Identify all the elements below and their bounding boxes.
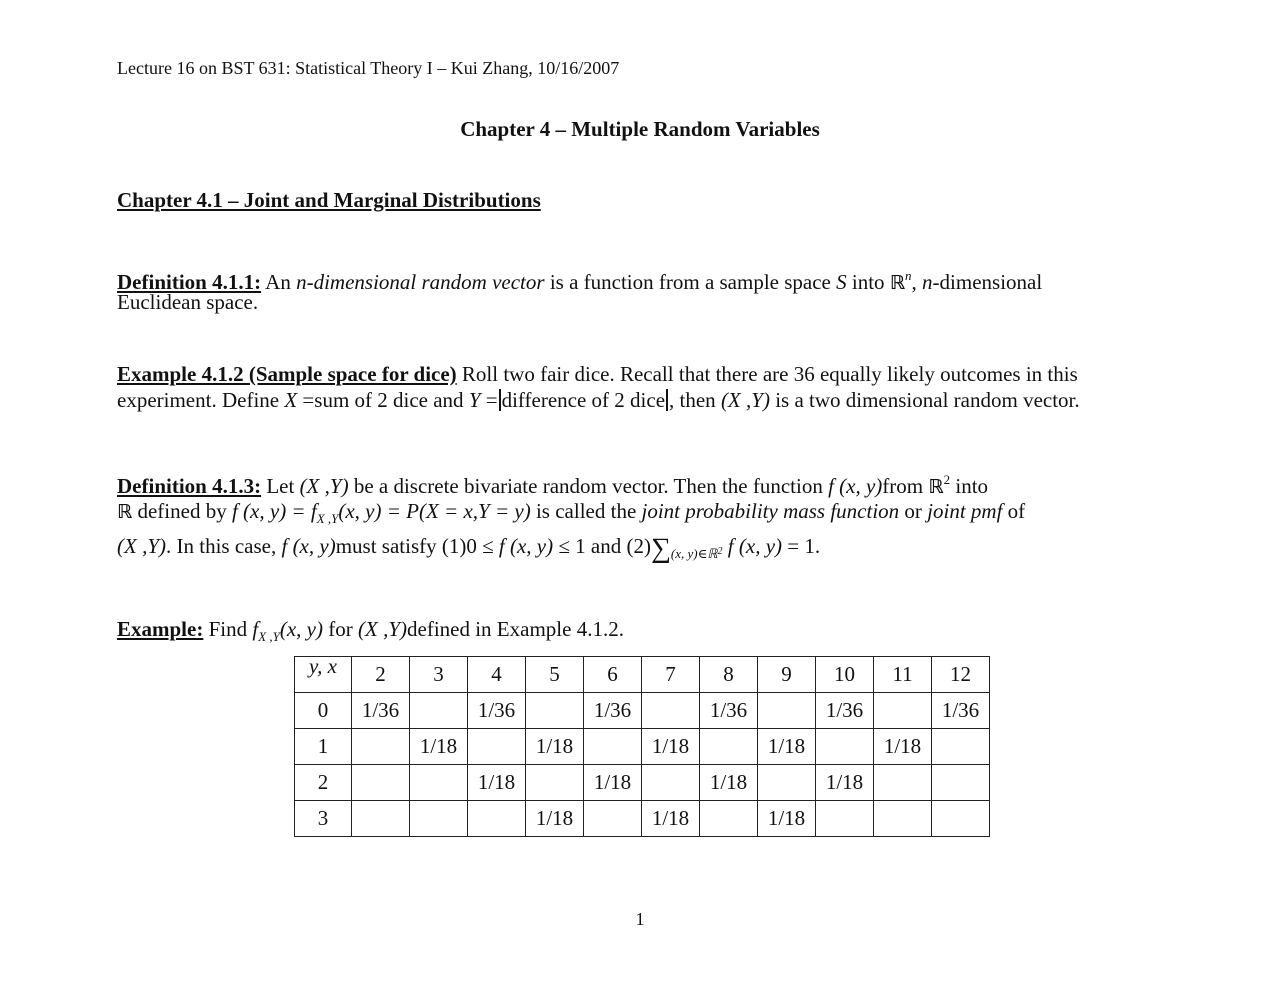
example-4-1-2-line2 (117, 387, 1080, 413)
table-cell: 1/18 (874, 729, 932, 765)
definition-label: Definition 4.1.1: (117, 270, 262, 294)
math-args: (x, y) (279, 617, 323, 641)
example-find (117, 616, 624, 650)
table-cell: 1/18 (642, 801, 700, 837)
text: , then (669, 388, 721, 412)
column-header: 2 (352, 657, 410, 693)
math-x: X (284, 388, 298, 412)
table-cell (468, 729, 526, 765)
row-header: 2 (295, 765, 352, 801)
reals-symbol: ℝ (928, 476, 944, 498)
table-cell: 1/36 (700, 693, 758, 729)
example-label: Example: (117, 617, 204, 641)
table-cell (932, 801, 990, 837)
text: is called the (530, 499, 642, 523)
math-expression: (x, y) = P(X = x,Y = y) (338, 499, 531, 523)
text: into (846, 270, 890, 294)
table-cell (700, 801, 758, 837)
term: joint pmf (927, 499, 1003, 523)
table-corner-cell (295, 654, 352, 693)
text: must satisfy (1)0 ≤ (335, 534, 499, 558)
table-cell (874, 693, 932, 729)
table-cell: 1/36 (584, 693, 642, 729)
table-cell (874, 765, 932, 801)
text: or (899, 499, 928, 523)
text: experiment. Define (117, 388, 285, 412)
chapter-title: Chapter 4 – Multiple Random Variables (460, 117, 820, 141)
column-header: 6 (584, 657, 642, 693)
reals-symbol: ℝ (889, 272, 906, 294)
joint-pmf-table (294, 656, 990, 837)
table-cell (874, 801, 932, 837)
math-fxy: f (x, y) (828, 474, 883, 498)
math-fxy: f (x, y) (498, 534, 554, 558)
table-cell: 1/36 (352, 693, 410, 729)
table-cell (410, 693, 468, 729)
table-cell (526, 693, 584, 729)
row-header: 3 (295, 801, 352, 837)
math-xy: (X ,Y) (117, 534, 166, 558)
subscript: X ,Y (258, 629, 280, 644)
row-header: 0 (295, 693, 352, 729)
table-cell (352, 729, 410, 765)
page-number: 1 (635, 909, 645, 929)
table-cell: 1/18 (410, 729, 468, 765)
text: is a function from a sample space (544, 270, 837, 294)
math-xy: (X ,Y) (358, 617, 407, 641)
text: defined in Example 4.1.2. (407, 617, 624, 641)
table-cell (758, 693, 816, 729)
table-cell: 1/18 (584, 765, 642, 801)
column-header: 11 (874, 657, 932, 693)
superscript: n (905, 268, 912, 283)
table-cell: 1/18 (758, 801, 816, 837)
table-cell (932, 765, 990, 801)
table-cell: 1/18 (642, 729, 700, 765)
math-xy: (X ,Y) (299, 474, 349, 498)
definition-4-1-1-line2: Euclidean space. (117, 290, 259, 314)
table-cell (468, 801, 526, 837)
math-fxy: f (x, y) (281, 534, 336, 558)
column-header: 10 (816, 657, 874, 693)
text: defined by (132, 499, 232, 523)
math-n: n (922, 270, 933, 294)
text: -dimensional (932, 270, 1043, 294)
table-row (295, 801, 990, 837)
definition-4-1-3-line2 (117, 498, 1025, 532)
text: =sum of 2 dice and (297, 388, 469, 412)
table-cell (642, 765, 700, 801)
table-cell: 1/18 (758, 729, 816, 765)
math-y: Y (468, 388, 481, 412)
text: . In this case, (166, 534, 282, 558)
sum-subscript-exponent: 2 (717, 546, 723, 557)
math-n: n (296, 270, 307, 294)
table-cell (352, 765, 410, 801)
text: from (882, 474, 929, 498)
table-cell: 1/18 (468, 765, 526, 801)
table-cell (410, 765, 468, 801)
text: for (323, 617, 358, 641)
table-cell (526, 765, 584, 801)
column-header: 3 (410, 657, 468, 693)
table-cell: 1/18 (700, 765, 758, 801)
math-xy: (X ,Y) (720, 388, 770, 412)
table-row (295, 729, 990, 765)
text: An (261, 270, 297, 294)
text: Roll two fair dice. Recall that there are 36 equally likely outcomes in this (456, 362, 1078, 386)
text: be a discrete bivariate random vector. Then the function (348, 474, 829, 498)
table-cell (584, 801, 642, 837)
table-cell (932, 729, 990, 765)
text: = (480, 388, 498, 412)
text: , (911, 270, 923, 294)
text: = 1. (782, 534, 821, 558)
table-cell (584, 729, 642, 765)
table-cell: 1/36 (932, 693, 990, 729)
abs-bar (666, 389, 668, 411)
term: -dimensional random vector (306, 270, 545, 294)
text: Let (261, 474, 300, 498)
column-header: 5 (526, 657, 584, 693)
page-header: Lecture 16 on BST 631: Statistical Theory I – Kui Zhang, 10/16/2007 (117, 58, 620, 78)
definition-label: Definition 4.1.3: (117, 474, 262, 498)
table-cell (410, 801, 468, 837)
table-row (295, 693, 990, 729)
table-cell (352, 801, 410, 837)
table-cell (816, 801, 874, 837)
reals-symbol: ℝ (117, 501, 133, 523)
text: of (1002, 499, 1026, 523)
corner-label: y, x (309, 654, 337, 678)
definition-4-1-3 (117, 467, 988, 500)
table-cell (816, 729, 874, 765)
text: into (950, 474, 989, 498)
sigma-symbol: ∑ (650, 533, 671, 564)
column-header: 9 (758, 657, 816, 693)
math-s: S (836, 270, 847, 294)
sum-subscript: (x, y)∈ℝ (670, 546, 718, 561)
column-header: 8 (700, 657, 758, 693)
table-cell (758, 765, 816, 801)
table-cell: 1/18 (526, 801, 584, 837)
table-row (295, 765, 990, 801)
table-cell: 1/36 (468, 693, 526, 729)
math-fxy: f (x, y) (722, 534, 783, 558)
table-header-row (295, 657, 990, 693)
definition-4-1-3-line3 (117, 533, 820, 567)
example-label: Example 4.1.2 (Sample space for dice) (117, 362, 457, 386)
text: difference of 2 dice (501, 388, 666, 412)
column-header: 7 (642, 657, 700, 693)
abs-bar (499, 389, 501, 411)
superscript: 2 (943, 472, 951, 487)
table-cell: 1/36 (816, 693, 874, 729)
term: joint probability mass function (641, 499, 900, 523)
section-title: Chapter 4.1 – Joint and Marginal Distributions (117, 188, 541, 212)
subscript: X ,Y (316, 511, 339, 526)
column-header: 4 (468, 657, 526, 693)
column-header: 12 (932, 657, 990, 693)
row-header: 1 (295, 729, 352, 765)
table-cell (700, 729, 758, 765)
table-cell: 1/18 (816, 765, 874, 801)
text: ≤ 1 and (2) (553, 534, 651, 558)
example-4-1-2 (117, 361, 1078, 387)
text: is a two dimensional random vector. (769, 388, 1080, 412)
math-f: f (252, 617, 259, 641)
table-cell (642, 693, 700, 729)
text: Find (203, 617, 253, 641)
math-fxy: f (x, y) = f (231, 499, 317, 523)
table-cell: 1/18 (526, 729, 584, 765)
